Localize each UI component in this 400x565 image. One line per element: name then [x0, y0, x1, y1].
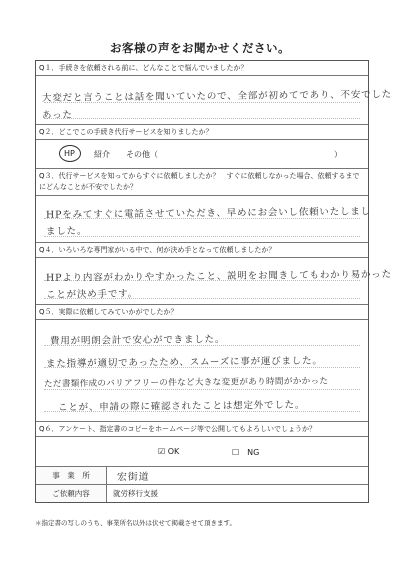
page-title: お客様の声をお聞かせください。 [110, 41, 290, 55]
option-hp: HP [64, 149, 75, 158]
option-other-close: ） [334, 150, 342, 159]
q4-question: Q４．いろいろな専門家がいる中で、何が決め手となって依頼しましたか？ [36, 243, 368, 258]
q4-answer-line-1: HPより内容がわかりやすかったこと、説明をお聞きしてもわかり易かった [45, 269, 392, 284]
request-content-row [36, 485, 368, 502]
request-content-label: ご依頼内容 [36, 485, 107, 502]
q6-question: Q６．アンケート、指定書のコピーをホームページ等で公開してもよろしいでしょうか？ [36, 422, 368, 437]
footnote: ＊指定書の写しのうち、事業所名以外は伏せて掲載させて頂きます。 [35, 519, 236, 527]
office-value: 宏街道 [116, 471, 150, 484]
q4-answer-line-2: ことが決め手です。 [45, 288, 139, 301]
q3-answer-line-2: ました。 [45, 225, 88, 238]
q1-question: Q１．手続きを依頼される前に、どんなことで悩んでいましたか？ [36, 61, 368, 76]
q4-answer-area [36, 258, 392, 305]
option-referral: 紹介 [94, 150, 110, 159]
ng-checkbox: ☐ NG [232, 448, 260, 457]
q5-answer-line-3: ただ書類作成のバリアフリーの件など大きな変更があり時間がかかった [43, 376, 329, 390]
q1-answer-line-1: 大変だと言うことは話を聞いていたので、全部が初めてであり、不安でした [41, 89, 393, 104]
office-label: 事 業 所 [36, 467, 107, 484]
q3-answer-area [36, 196, 371, 243]
option-other: その他（ [126, 150, 158, 159]
q5-answer-line-2: また指導が適切であったため、スムーズに事が運びました。 [45, 355, 323, 370]
questionnaire-form [35, 60, 393, 503]
request-content-value: 就労移行支援 [113, 489, 158, 498]
q5-answer-area [36, 320, 368, 422]
ok-checkbox: ☑ OK [158, 447, 180, 456]
q5-question: Q５．実際に依頼してみていかがでしたか？ [36, 305, 368, 320]
q2-question: Q２．どこでこの手続き代行サービスを知りましたか？ [36, 125, 368, 140]
q2-answer-area [36, 140, 368, 169]
q3-question: Q３．代行サービスを知ってからすぐに依頼しましたか？ すぐに依頼しなかった場合、依頼するまでにどんなことが不安でしたか？ [36, 169, 368, 196]
q5-answer-line-1: 費用が明朗会計で安心ができました。 [49, 334, 226, 347]
q6-answer-area [36, 437, 368, 467]
q3-answer-line-1: HPをみてすぐに電話させていただき、早めにお会いし依頼いたしまし [45, 206, 371, 221]
office-row [36, 467, 368, 485]
q1-answer-area [36, 76, 393, 125]
q5-answer-line-4: ことが、申請の際に確認されたことは想定外でした。 [57, 399, 306, 414]
q1-answer-line-2: あった [41, 109, 73, 122]
